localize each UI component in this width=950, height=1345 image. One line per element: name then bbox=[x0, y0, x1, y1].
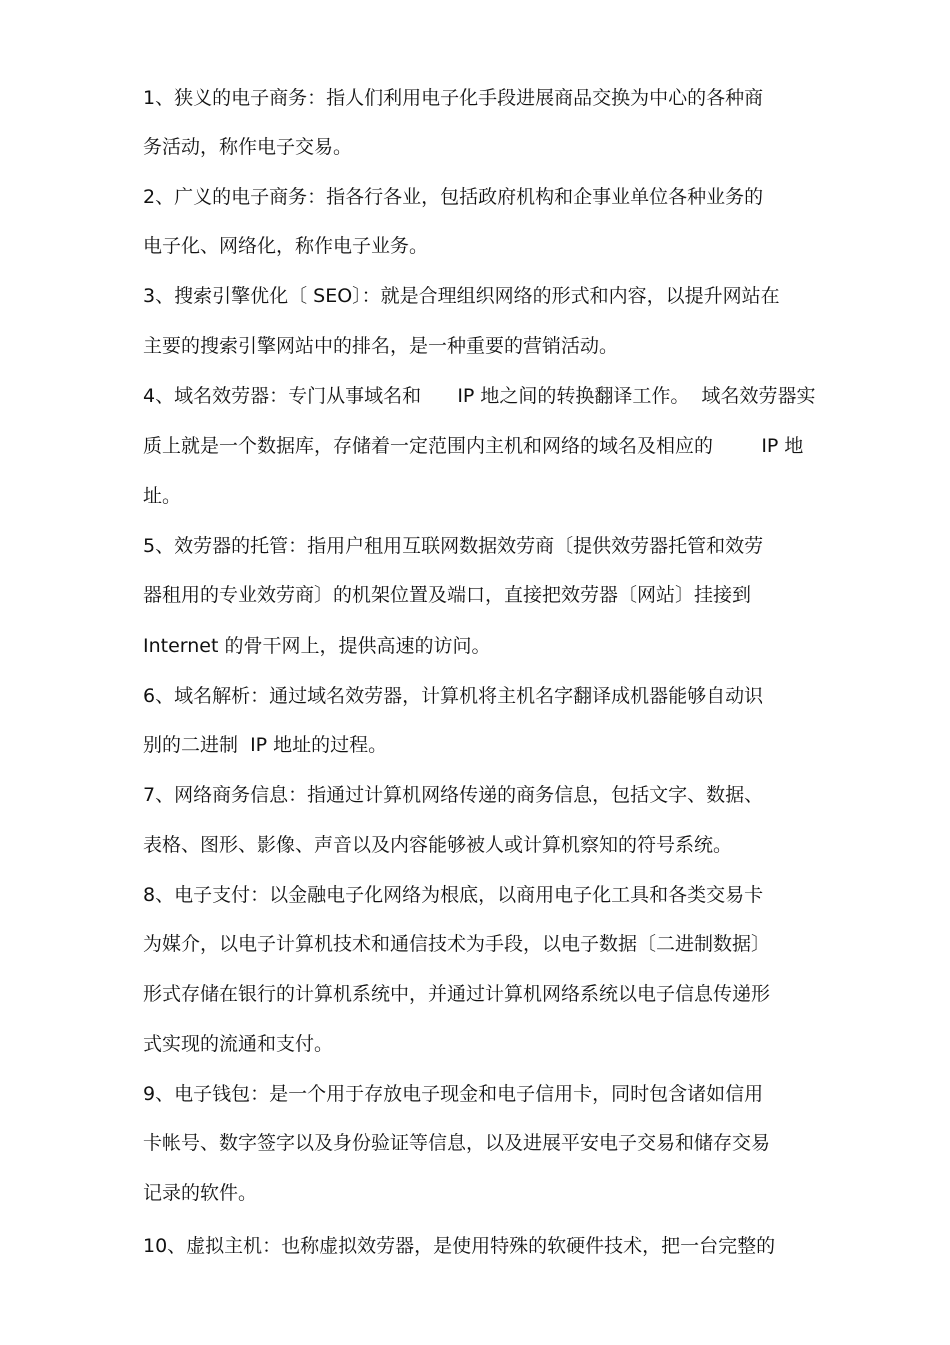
text-line: 主要的搜索引擎网站中的排名，是一种重要的营销活动。 bbox=[143, 335, 619, 357]
text-line: 5、效劳器的托管：指用户租用互联网数据效劳商〔提供效劳器托管和效劳 bbox=[143, 535, 764, 557]
text-line: Internet 的骨干网上，提供高速的访问。 bbox=[143, 635, 491, 657]
text-line: 10、虚拟主机：也称虚拟效劳器，是使用特殊的软硬件技术，把一台完整的 bbox=[143, 1235, 776, 1257]
text-line: 9、电子钱包：是一个用于存放电子现金和电子信用卡，同时包含诸如信用 bbox=[143, 1083, 764, 1105]
text-line: 电子化、网络化，称作电子业务。 bbox=[143, 235, 429, 257]
text-line: 表格、图形、影像、声音以及内容能够被人或计算机察知的符号系统。 bbox=[143, 834, 733, 856]
text-line: 4、域名效劳器：专门从事域名和 IP 地之间的转换翻译工作。 域名效劳器实 bbox=[143, 385, 816, 407]
text-line: 2、广义的电子商务：指各行各业，包括政府机构和企事业单位各种业务的 bbox=[143, 186, 764, 208]
text-line: 式实现的流通和支付。 bbox=[143, 1033, 334, 1055]
text-line: 8、电子支付：以金融电子化网络为根底，以商用电子化工具和各类交易卡 bbox=[143, 884, 764, 906]
text-line: 务活动，称作电子交易。 bbox=[143, 136, 353, 158]
text-line: 6、域名解析：通过域名效劳器，计算机将主机名字翻译成机器能够自动识 bbox=[143, 685, 764, 707]
text-line: 器租用的专业效劳商〕的机架位置及端口，直接把效劳器〔网站〕挂接到 bbox=[143, 584, 752, 606]
text-line: 1、狭义的电子商务：指人们利用电子化手段进展商品交换为中心的各种商 bbox=[143, 87, 764, 109]
text-line: 形式存储在银行的计算机系统中，并通过计算机网络系统以电子信息传递形 bbox=[143, 983, 771, 1005]
text-line: 址。 bbox=[143, 485, 182, 507]
text-line: 3、搜索引擎优化〔 SEO〕：就是合理组织网络的形式和内容，以提升网站在 bbox=[143, 285, 780, 307]
text-line: 记录的软件。 bbox=[143, 1182, 258, 1204]
text-line: 质上就是一个数据库，存储着一定范围内主机和网络的域名及相应的 IP 地 bbox=[143, 435, 804, 457]
text-line: 7、网络商务信息：指通过计算机网络传递的商务信息，包括文字、数据、 bbox=[143, 784, 764, 806]
text-line: 为媒介，以电子计算机技术和通信技术为手段，以电子数据〔二进制数据〕 bbox=[143, 933, 771, 955]
text-line: 别的二进制 IP 地址的过程。 bbox=[143, 734, 388, 756]
text-line: 卡帐号、数字签字以及身份验证等信息，以及进展平安电子交易和储存交易 bbox=[143, 1132, 771, 1154]
